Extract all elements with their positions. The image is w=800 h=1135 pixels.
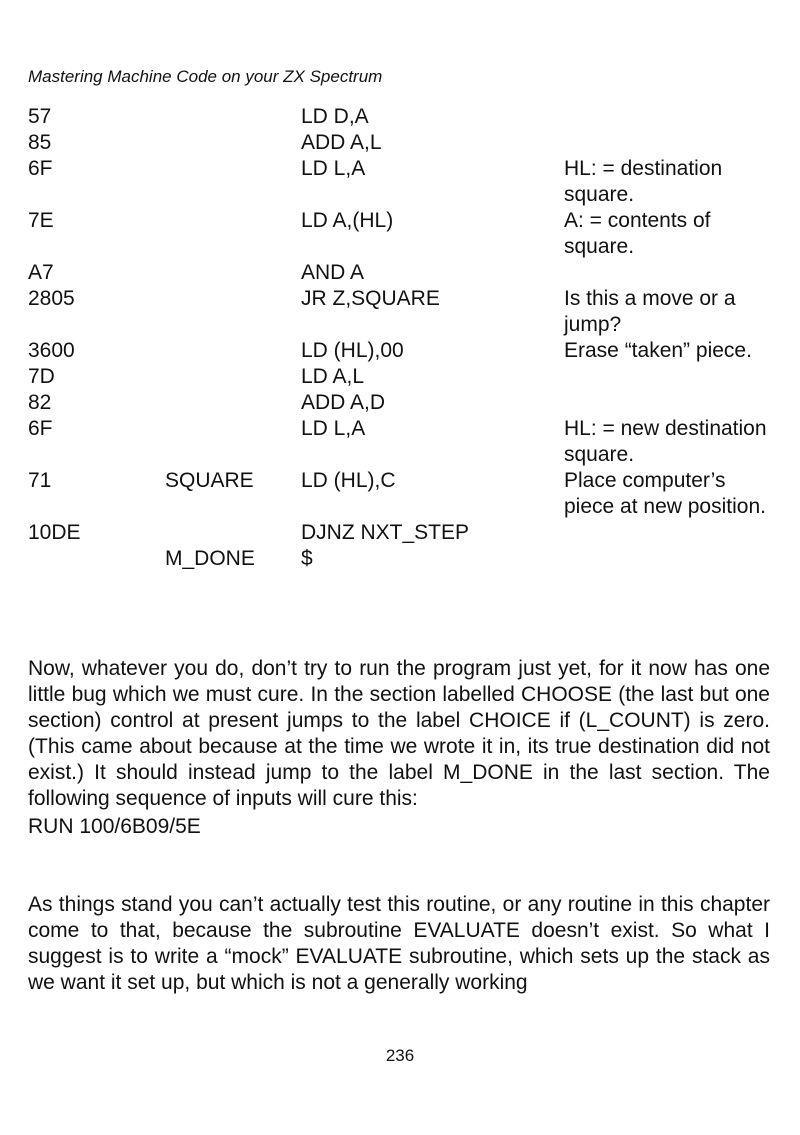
listing-row <box>28 260 778 286</box>
label <box>165 364 301 390</box>
body-paragraph: Now, whatever you do, don’t try to run the program just yet, for it now has one little bug which we must cure. In the section labelled CHOOSE (the last but one section) control at present jumps to the label CHOICE if (L_COUNT) is zero. (This came about because at the time we wrote it in, its true destination did not exist.) It should instead jump to the label M_DONE in the last section. The following sequence of inputs will cure this: <box>28 657 770 810</box>
hex-code: 85 <box>28 131 52 154</box>
listing-row <box>28 338 778 364</box>
label <box>165 156 301 208</box>
listing-row <box>28 286 778 338</box>
label: SQUARE <box>165 469 254 492</box>
listing-row <box>28 416 778 468</box>
comment <box>564 260 778 286</box>
label <box>165 338 301 364</box>
instruction: LD (HL),C <box>301 469 396 492</box>
hex-code: 3600 <box>28 339 75 362</box>
comment: Is this a move or a jump? <box>564 287 736 336</box>
comment <box>564 104 778 130</box>
label <box>165 416 301 468</box>
hex-code: 71 <box>28 469 52 492</box>
comment <box>564 390 778 416</box>
instruction: LD A,(HL) <box>301 209 394 232</box>
instruction: ADD A,L <box>301 131 382 154</box>
instruction: ADD A,D <box>301 391 386 414</box>
hex-code <box>28 546 165 572</box>
hex-code: A7 <box>28 261 54 284</box>
listing-row <box>28 208 778 260</box>
listing-row <box>28 104 778 130</box>
label: M_DONE <box>165 547 255 570</box>
comment: HL: = destination square. <box>564 157 723 206</box>
label <box>165 390 301 416</box>
comment <box>564 130 778 156</box>
label <box>165 520 301 546</box>
instruction: LD L,A <box>301 417 366 440</box>
listing-row <box>28 546 778 572</box>
code-listing <box>28 104 778 572</box>
instruction: LD (HL),00 <box>301 339 404 362</box>
listing-row <box>28 364 778 390</box>
listing-row <box>28 156 778 208</box>
hex-code: 57 <box>28 105 52 128</box>
label <box>165 208 301 260</box>
page-number: 236 <box>385 1046 415 1065</box>
listing-row <box>28 390 778 416</box>
hex-code: 6F <box>28 417 53 440</box>
hex-code: 6F <box>28 157 53 180</box>
hex-code: 10DE <box>28 521 81 544</box>
listing-row <box>28 468 778 520</box>
comment <box>564 546 778 572</box>
comment: HL: = new destination square. <box>564 417 767 466</box>
hex-code: 7D <box>28 365 55 388</box>
instruction: DJNZ NXT_STEP <box>301 521 470 544</box>
instruction: JR Z,SQUARE <box>301 287 440 310</box>
comment: A: = contents of square. <box>564 209 711 258</box>
label <box>165 286 301 338</box>
instruction: AND A <box>301 261 365 284</box>
hex-code: 2805 <box>28 287 75 310</box>
command-line: RUN 100/6B09/5E <box>28 815 201 838</box>
body-paragraph: As things stand you can’t actually test this routine, or any routine in this chapter come to that, because the subroutine EVALUATE doesn’t exist. So what I suggest is to write a “mock” EVALUATE subroutine, which sets up the stack as we want it set up, but which is not a generally working <box>28 893 770 994</box>
comment <box>564 364 778 390</box>
instruction: LD D,A <box>301 105 369 128</box>
listing-row <box>28 520 778 546</box>
listing-row <box>28 130 778 156</box>
comment: Erase “taken” piece. <box>564 339 752 362</box>
label <box>165 104 301 130</box>
running-header: Mastering Machine Code on your ZX Spectrum <box>28 67 383 86</box>
instruction: LD A,L <box>301 365 365 388</box>
instruction: $ <box>301 547 313 570</box>
instruction: LD L,A <box>301 157 366 180</box>
comment: Place computer’s piece at new position. <box>564 469 766 518</box>
hex-code: 82 <box>28 391 52 414</box>
hex-code: 7E <box>28 209 54 232</box>
label <box>165 130 301 156</box>
comment <box>564 520 778 546</box>
label <box>165 260 301 286</box>
